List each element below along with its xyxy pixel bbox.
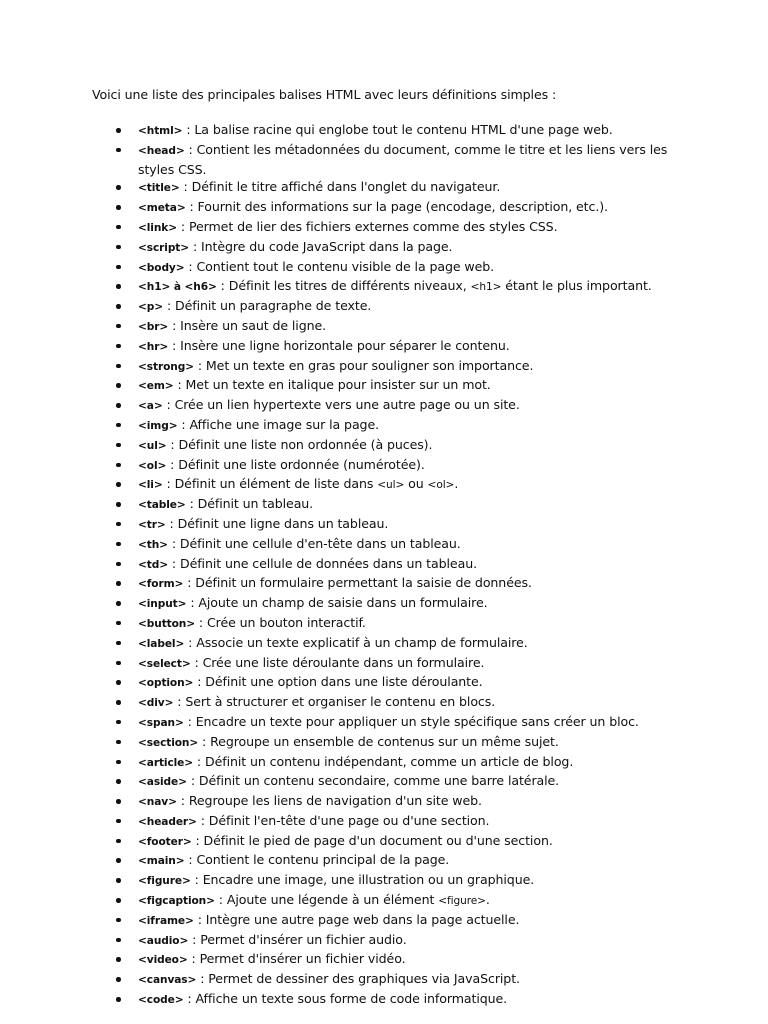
tag-description: Définit un formulaire permettant la saisie de données. bbox=[195, 575, 532, 591]
tag-description: Insère un saut de ligne. bbox=[180, 317, 327, 333]
tag-name: <ol> bbox=[138, 459, 167, 472]
separator: : bbox=[186, 595, 199, 611]
tag-description: Encadre une image, une illustration ou un graphique. bbox=[202, 872, 535, 888]
tag-description: Contient tout le contenu visible de la page web. bbox=[196, 258, 495, 274]
tag-name: <video> bbox=[138, 954, 188, 967]
list-item bbox=[114, 317, 674, 337]
tag-name: <span> bbox=[138, 716, 184, 729]
tag-description-cont: ou bbox=[404, 476, 428, 492]
tag-description: Crée une liste déroulante dans un formulaire. bbox=[202, 654, 485, 670]
tag-description: Permet de dessiner des graphiques via JavaScript. bbox=[208, 971, 520, 987]
tag-description: Définit un tableau. bbox=[197, 496, 314, 512]
list-item bbox=[114, 614, 674, 634]
separator: : bbox=[185, 496, 198, 512]
inline-code: <h1> bbox=[470, 281, 502, 294]
list-item bbox=[114, 990, 674, 1010]
separator: : bbox=[191, 832, 204, 848]
separator: : bbox=[177, 218, 189, 234]
tag-description: Permet d'insérer un fichier vidéo. bbox=[199, 951, 406, 967]
tag-description: Définit un contenu indépendant, comme un article de blog. bbox=[204, 753, 574, 769]
tag-description: Intègre une autre page web dans la page actuelle. bbox=[205, 911, 520, 927]
separator: : bbox=[179, 179, 192, 195]
list-item bbox=[114, 594, 674, 614]
list-item bbox=[114, 911, 674, 931]
separator: : bbox=[193, 911, 206, 927]
tag-description: Contient le contenu principal de la page. bbox=[196, 852, 450, 868]
tag-description: Intègre du code JavaScript dans la page. bbox=[201, 238, 453, 254]
list-item bbox=[114, 970, 674, 990]
separator: : bbox=[162, 397, 175, 413]
tag-name: <head> bbox=[138, 144, 185, 157]
tag-description: Définit une option dans une liste déroulante. bbox=[205, 674, 483, 690]
separator: : bbox=[177, 416, 190, 432]
list-item bbox=[114, 851, 674, 871]
list-item bbox=[114, 376, 674, 396]
separator: : bbox=[168, 555, 180, 571]
tag-description: Contient les métadonnées du document, comme le titre et les liens vers les styles CSS. bbox=[138, 141, 668, 177]
tag-description: Définit une cellule de données dans un tableau. bbox=[179, 555, 477, 571]
tag-description: Définit un contenu secondaire, comme une barre latérale. bbox=[198, 773, 560, 789]
separator: : bbox=[173, 694, 186, 710]
tag-name: <strong> bbox=[138, 360, 194, 373]
separator: : bbox=[168, 317, 181, 333]
tag-description: Définit un paragraphe de texte. bbox=[175, 298, 372, 314]
inline-code: <ol> bbox=[427, 479, 455, 492]
separator: : bbox=[165, 515, 178, 531]
separator: : bbox=[163, 298, 175, 314]
list-item bbox=[114, 515, 674, 535]
separator: : bbox=[167, 535, 180, 551]
tag-name: <option> bbox=[138, 677, 194, 690]
separator: : bbox=[187, 951, 200, 967]
tag-name: <button> bbox=[138, 617, 196, 630]
tag-description: Regroupe les liens de navigation d'un site web. bbox=[188, 793, 482, 809]
tag-name: <a> bbox=[138, 400, 163, 413]
tag-name: <label> bbox=[138, 637, 185, 650]
tag-name: <table> bbox=[138, 499, 186, 512]
list-item bbox=[114, 654, 674, 674]
list-item bbox=[114, 396, 674, 416]
separator: : bbox=[216, 278, 229, 294]
tag-name: <nav> bbox=[138, 796, 177, 809]
tag-name: <code> bbox=[138, 994, 184, 1007]
separator: : bbox=[184, 852, 197, 868]
separator: : bbox=[190, 872, 203, 888]
tag-name: <footer> bbox=[138, 835, 192, 848]
list-item bbox=[114, 753, 674, 773]
list-item bbox=[114, 871, 674, 891]
separator: : bbox=[162, 476, 175, 492]
list-item bbox=[114, 238, 674, 258]
tag-name: <figure> bbox=[138, 875, 191, 888]
tag-description: Permet de lier des fichiers externes comme des styles CSS. bbox=[188, 218, 558, 234]
list-item bbox=[114, 555, 674, 575]
list-item bbox=[114, 416, 674, 436]
tag-name: <form> bbox=[138, 578, 184, 591]
tag-name: <body> bbox=[138, 261, 185, 274]
inline-code: <ul> bbox=[377, 479, 405, 492]
tag-description: Définit une liste non ordonnée (à puces). bbox=[178, 436, 433, 452]
list-item bbox=[114, 456, 674, 476]
list-item bbox=[114, 733, 674, 753]
intro-paragraph: Voici une liste des principales balises HTML avec leurs définitions simples : bbox=[92, 87, 557, 102]
tag-name: <aside> bbox=[138, 776, 187, 789]
tag-name: <em> bbox=[138, 380, 174, 393]
list-item bbox=[114, 297, 674, 317]
separator: : bbox=[193, 674, 206, 690]
tag-description: Affiche un texte sous forme de code informatique. bbox=[195, 991, 508, 1007]
tag-name: <article> bbox=[138, 756, 194, 769]
tag-name: <hr> bbox=[138, 340, 169, 353]
separator: : bbox=[183, 575, 196, 591]
tag-name: <main> bbox=[138, 855, 185, 868]
separator: : bbox=[183, 713, 196, 729]
tag-description: Crée un bouton interactif. bbox=[206, 614, 366, 630]
separator: : bbox=[166, 436, 179, 452]
tag-description: Encadre un texte pour appliquer un style spécifique sans créer un bloc. bbox=[195, 713, 639, 729]
separator: : bbox=[188, 931, 201, 947]
tag-description: Sert à structurer et organiser le contenu en blocs. bbox=[185, 694, 496, 710]
list-item bbox=[114, 950, 674, 970]
list-item bbox=[114, 812, 674, 832]
list-item bbox=[114, 258, 674, 278]
tag-name: <th> bbox=[138, 538, 168, 551]
tag-name: <tr> bbox=[138, 518, 166, 531]
tag-name: <script> bbox=[138, 241, 190, 254]
list-item bbox=[114, 891, 674, 911]
list-item bbox=[114, 218, 674, 238]
inline-code: <figure> bbox=[438, 895, 486, 908]
separator: : bbox=[176, 793, 189, 809]
list-item bbox=[114, 357, 674, 377]
tag-list bbox=[114, 121, 674, 1010]
separator: : bbox=[173, 377, 186, 393]
tag-description-cont: . bbox=[485, 892, 490, 908]
separator: : bbox=[193, 753, 205, 769]
tag-description: Ajoute une légende à un élément bbox=[226, 892, 439, 908]
tag-name: <select> bbox=[138, 657, 191, 670]
tag-name: <header> bbox=[138, 815, 197, 828]
separator: : bbox=[214, 892, 227, 908]
list-item bbox=[114, 693, 674, 713]
separator: : bbox=[184, 258, 197, 274]
tag-name: <br> bbox=[138, 320, 169, 333]
tag-name: <img> bbox=[138, 419, 178, 432]
separator: : bbox=[186, 773, 199, 789]
tag-description: Définit une cellule d'en-tête dans un tableau. bbox=[179, 535, 461, 551]
separator: : bbox=[196, 971, 209, 987]
separator: : bbox=[189, 238, 201, 254]
separator: : bbox=[193, 357, 206, 373]
tag-description: Définit une liste ordonnée (numérotée). bbox=[178, 456, 425, 472]
tag-name: <iframe> bbox=[138, 914, 194, 927]
tag-description: Définit un élément de liste dans bbox=[174, 476, 378, 492]
tag-name: <li> bbox=[138, 479, 163, 492]
tag-name: <title> bbox=[138, 182, 180, 195]
separator: : bbox=[184, 141, 197, 157]
tag-name: <section> bbox=[138, 736, 199, 749]
tag-description: Permet d'insérer un fichier audio. bbox=[200, 931, 407, 947]
tag-description: Définit le pied de page d'un document ou d'une section. bbox=[203, 832, 553, 848]
list-item bbox=[114, 141, 674, 179]
tag-description: Définit l'en-tête d'une page ou d'une section. bbox=[208, 812, 490, 828]
tag-description: Affiche une image sur la page. bbox=[189, 416, 380, 432]
separator: : bbox=[166, 456, 179, 472]
tag-name: <html> bbox=[138, 125, 183, 137]
separator: : bbox=[196, 812, 209, 828]
tag-description: Définit une ligne dans un tableau. bbox=[177, 515, 389, 531]
tag-description: Met un texte en gras pour souligner son importance. bbox=[205, 357, 534, 373]
list-item bbox=[114, 792, 674, 812]
tag-description: Associe un texte explicatif à un champ de formulaire. bbox=[196, 634, 528, 650]
tag-name: <canvas> bbox=[138, 974, 197, 987]
list-item bbox=[114, 931, 674, 951]
separator: : bbox=[168, 337, 181, 353]
list-item bbox=[114, 178, 674, 198]
tag-description: La balise racine qui englobe tout le contenu HTML d'une page web. bbox=[194, 122, 613, 137]
list-item bbox=[114, 436, 674, 456]
list-item bbox=[114, 475, 674, 495]
separator: : bbox=[195, 614, 207, 630]
list-item bbox=[114, 277, 674, 297]
tag-name: <figcaption> bbox=[138, 895, 215, 908]
tag-name: <p> bbox=[138, 301, 164, 314]
tag-name: <ul> bbox=[138, 439, 167, 452]
separator: : bbox=[182, 122, 195, 137]
tag-description-cont: étant le plus important. bbox=[501, 278, 652, 294]
tag-description: Définit les titres de différents niveaux, bbox=[228, 278, 471, 294]
list-item bbox=[114, 121, 674, 141]
tag-name: <td> bbox=[138, 558, 169, 571]
separator: : bbox=[190, 654, 203, 670]
tag-name: <audio> bbox=[138, 934, 189, 947]
list-item bbox=[114, 574, 674, 594]
tag-description: Définit le titre affiché dans l'onglet du navigateur. bbox=[191, 179, 501, 195]
separator: : bbox=[185, 199, 198, 215]
list-item bbox=[114, 772, 674, 792]
tag-description: Crée un lien hypertexte vers une autre page ou un site. bbox=[174, 397, 520, 413]
tag-name: <link> bbox=[138, 221, 178, 234]
list-item bbox=[114, 832, 674, 852]
tag-name: <h1> à <h6> bbox=[138, 281, 217, 294]
tag-description: Insère une ligne horizontale pour séparer le contenu. bbox=[180, 337, 510, 353]
list-item bbox=[114, 337, 674, 357]
separator: : bbox=[198, 733, 211, 749]
separator: : bbox=[184, 634, 197, 650]
list-item bbox=[114, 535, 674, 555]
tag-description: Met un texte en italique pour insister sur un mot. bbox=[185, 377, 491, 393]
list-item bbox=[114, 673, 674, 693]
tag-description-end: . bbox=[454, 476, 459, 492]
list-item bbox=[114, 713, 674, 733]
list-item bbox=[114, 634, 674, 654]
tag-name: <input> bbox=[138, 598, 187, 611]
tag-description: Fournit des informations sur la page (encodage, description, etc.). bbox=[197, 199, 608, 215]
tag-name: <meta> bbox=[138, 202, 186, 215]
tag-name: <div> bbox=[138, 697, 174, 710]
separator: : bbox=[183, 991, 196, 1007]
list-item bbox=[114, 198, 674, 218]
tag-description: Ajoute un champ de saisie dans un formulaire. bbox=[198, 595, 488, 611]
tag-description: Regroupe un ensemble de contenus sur un même sujet. bbox=[210, 733, 559, 749]
list-item bbox=[114, 495, 674, 515]
